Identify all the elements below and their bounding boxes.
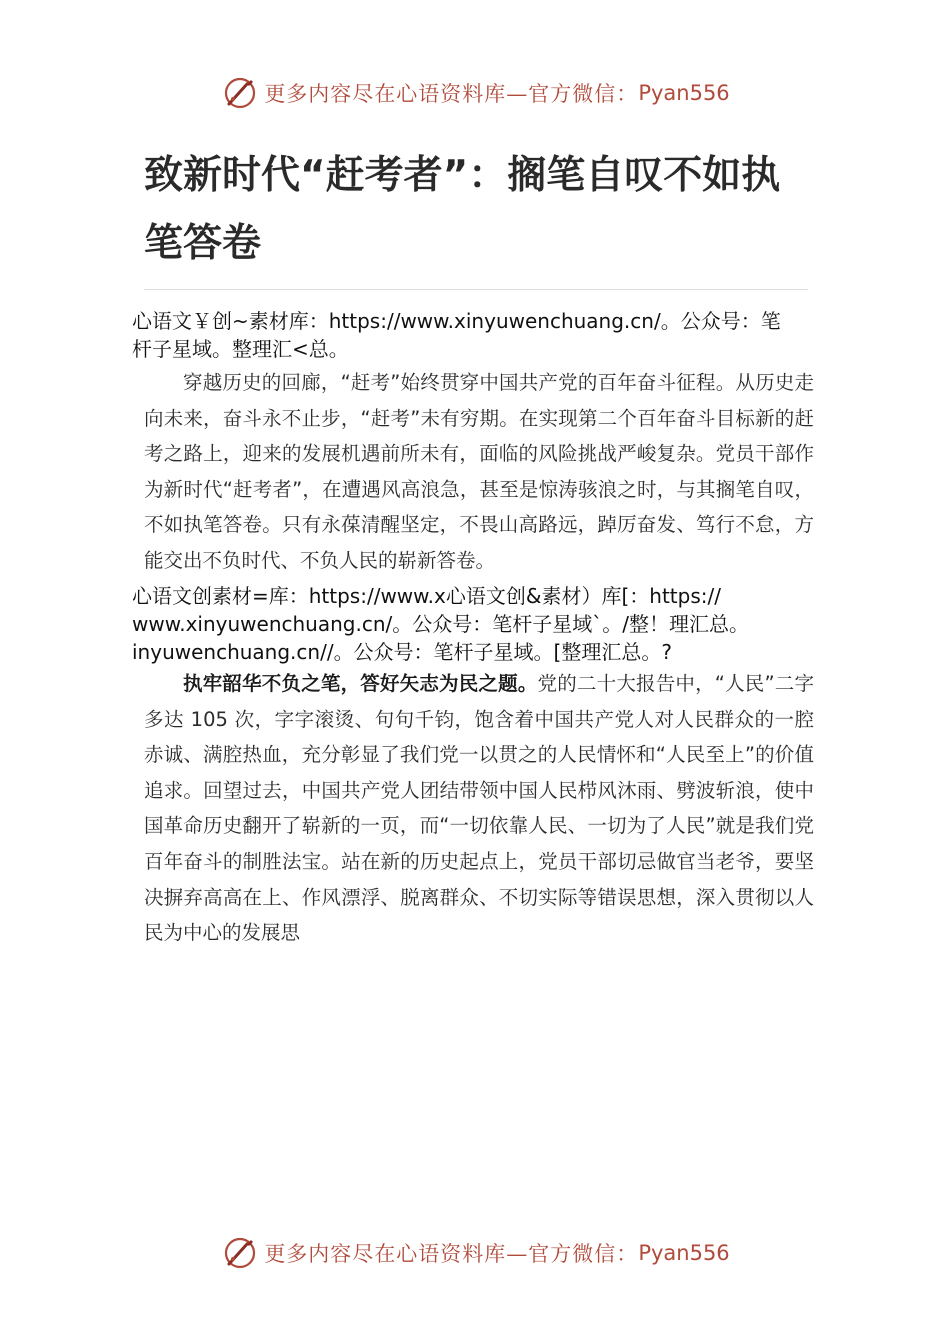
brand-logo-icon	[220, 73, 260, 113]
header-banner	[0, 70, 950, 116]
watermark-line: 心语文￥创~素材库：https://www.xinyuwenchuang.cn/。公众号：笔	[132, 309, 781, 333]
body-paragraph-1: 穿越历史的回廊，“赶考”始终贯穿中国共产党的百年奋斗征程。从历史走向未来，奋斗永不止步，“赶考”未有穷期。在实现第二个百年奋斗目标新的赶考之路上，迎来的发展机遇前所未有，面临的风险挑战严峻复杂。党员干部作为新时代“赶考者”，在遭遇风高浪急，甚至是惊涛骇浪之时，与其搁笔自叹，不如执笔答卷。只有永葆清醒坚定，不畏山高路远，踔厉奋发、笃行不怠，方能交出不负时代、不负人民的崭新答卷。	[144, 371, 814, 572]
footer-banner	[0, 1230, 950, 1276]
watermark-line: 心语文创素材=库：https://www.x心语文创&素材）库[：https://	[132, 584, 721, 608]
footer-banner-text: 更多内容尽在心语资料库—官方微信：	[264, 1242, 639, 1266]
header-banner-text: 更多内容尽在心语资料库—官方微信：	[264, 82, 639, 106]
watermark-line: www.xinyuwenchuang.cn/。公众号：笔杆子星域`。/整！理汇总。	[132, 612, 749, 636]
header-wechat-id: Pyan556	[638, 81, 730, 105]
paragraph-lead-bold: 执牢韶华不负之笔，答好矢志为民之题。	[183, 672, 538, 695]
paragraph-2-text: 党的二十大报告中，“人民”二字多达 105 次，字字滚烫、句句千钧，饱含着中国共产党人对人民群众的一腔赤诚、满腔热血，充分彰显了我们党一以贯之的人民情怀和“人民至上”的价值追求。回望过去，中国共产党人团结带领中国人民栉风沐雨、劈波斩浪，使中国革命历史翻开了崭新的一页，而“一切依靠人民、一切为了人民”就是我们党百年奋斗的制胜法宝。站在新的历史起点上，党员干部切忌做官当老爷，要坚决摒弃高高在上、作风漂浮、脱离群众、不切实际等错误思想，深入贯彻以人民为中心的发展思	[144, 672, 814, 945]
title-divider	[144, 289, 808, 290]
body-paragraph-2	[144, 666, 814, 951]
footer-wechat-id: Pyan556	[638, 1241, 730, 1265]
brand-logo-icon	[220, 1233, 260, 1273]
page-title: 致新时代“赶考者”：搁笔自叹不如执笔答卷	[144, 153, 781, 266]
watermark-line: inyuwenchuang.cn//。公众号：笔杆子星域。[整理汇总。?	[132, 640, 672, 664]
watermark-line: 杆子星域。整理汇<总。	[132, 337, 349, 361]
